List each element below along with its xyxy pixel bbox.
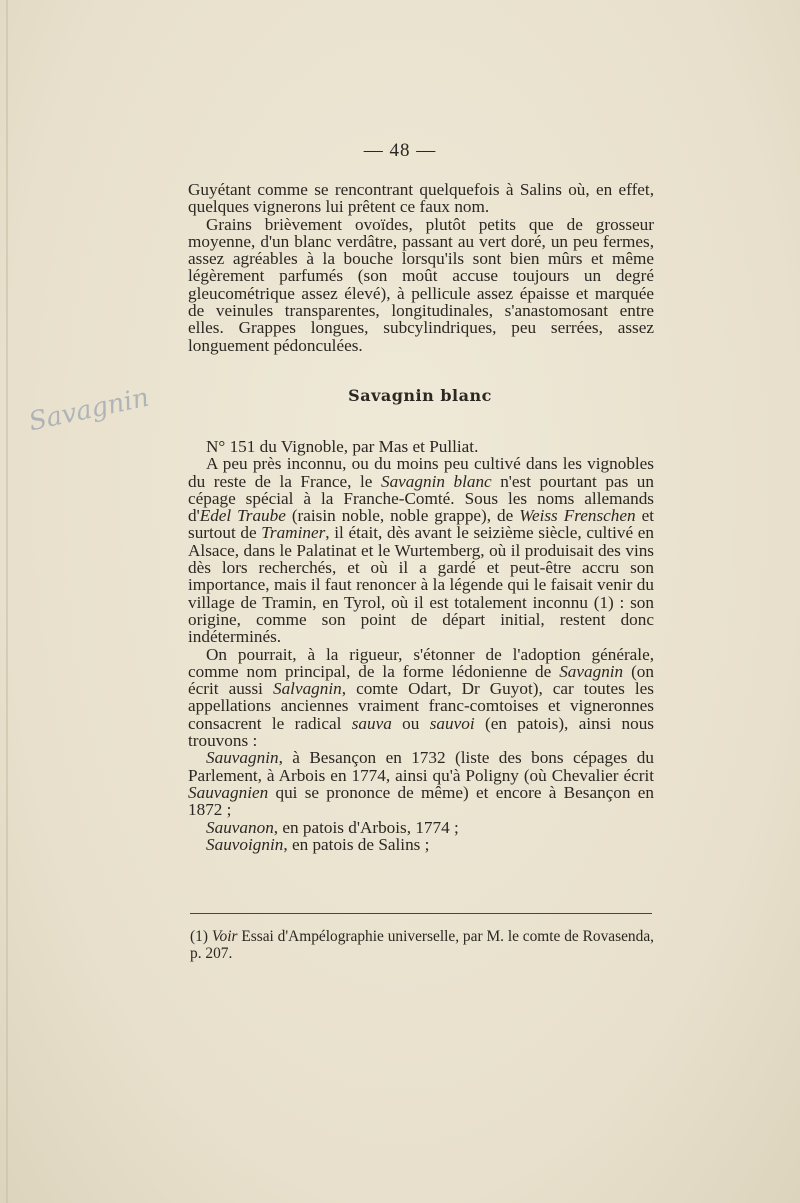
footnote: (1) Voir Essai d'Ampélographie universelle, par M. le comte de Rovasenda, p. 207. xyxy=(190,928,654,962)
top-text-block xyxy=(188,181,654,354)
section-heading: Savagnin blanc xyxy=(348,386,492,405)
paragraph-sauvanon: Sauvanon, en patois d'Arbois, 1774 ; xyxy=(206,817,459,837)
page-number: — 48 — xyxy=(363,140,437,161)
pencil-margin-annotation: Savagnin xyxy=(26,382,152,438)
paragraph-reference: N° 151 du Vignoble, par Mas et Pulliat. xyxy=(206,437,479,456)
footnote-divider xyxy=(190,913,652,914)
paragraph-sauvoignin: Sauvoignin, en patois de Salins ; xyxy=(206,834,430,854)
paragraph-naming: On pourrait, à la rigueur, s'étonner de l'adoption générale, comme nom principal, de la forme lédonienne de Savagnin (on écrit aussi Salvagnin, comte Odart, Dr Guyot), car toutes les appellations anciennes vraiment franc-comtoises et vigneronnes consacrent le radical sauva ou sauvoi (en patois), ainsi nous trouvons : xyxy=(188,644,654,751)
paragraph-grains: Grains brièvement ovoïdes, plutôt petits que de grosseur moyenne, d'un blanc verdâtre, passant au vert doré, un peu fermes, assez agréables à la bouche lorsqu'ils sont bien mûrs et même légèrement parfumés (son moût accuse toujours un degré gleucométrique assez élevé), à pellicule assez épaisse et marquée de veinules transparentes, longitudinales, s'anastomosant entre elles. Grappes longues, subcylindriques, peu serrées, assez longuement pédonculées. xyxy=(188,214,654,355)
paragraph-continuation: Guyétant comme se rencontrant quelquefois à Salins où, en effet, quelques vignerons lui prêtent ce faux nom. xyxy=(188,180,654,217)
paragraph-sauvagnin: Sauvagnin, à Besançon en 1732 (liste des bons cépages du Parlement, à Arbois en 1774, ainsi qu'à Poligny (où Chevalier écrit Sauvagnien qui se prononce de même) et encore à Besançon en 1872 ; xyxy=(188,748,654,820)
page-binding-edge xyxy=(6,0,8,1203)
section-text-block xyxy=(188,438,654,853)
paragraph-origin: A peu près inconnu, ou du moins peu cultivé dans les vignobles du reste de la France, le Savagnin blanc n'est pourtant pas un cépage spécial à la Franche-Comté. Sous les noms allemands d'Edel Traube (raisin noble, noble grappe), de Weiss Frenschen et surtout de Traminer, il était, dès avant le seizième siècle, cultivé en Alsace, dans le Palatinat et le Wurtemberg, où il produisait des vins dès lors recherchés, et où il a gardé et peut-être accru son importance, mais il faut renoncer à la légende qui le faisait venir du village de Tramin, en Tyrol, où il est totalement inconnu (1) : son origine, comme son point de départ initial, restent donc indéterminés. xyxy=(188,454,654,647)
